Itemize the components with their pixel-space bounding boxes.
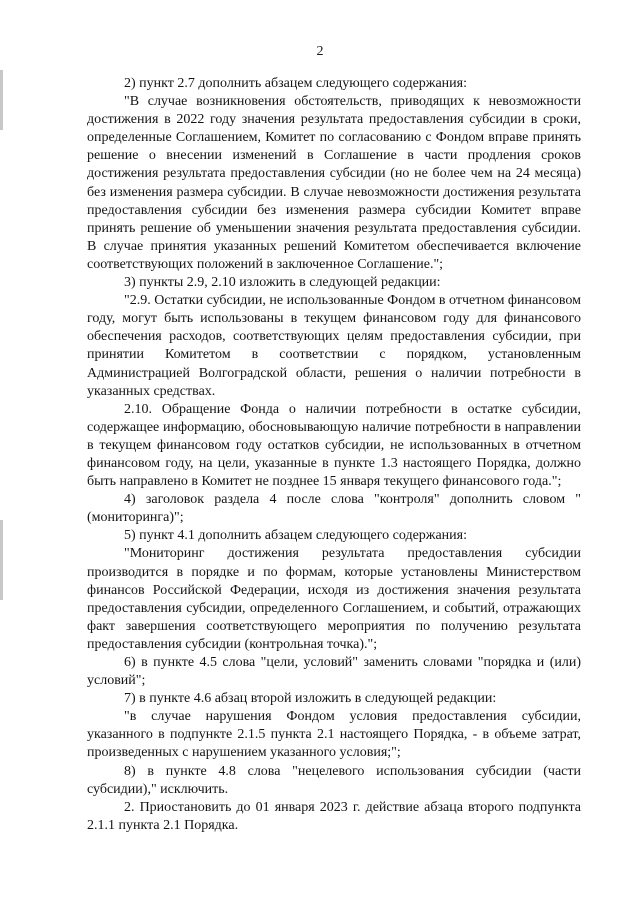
paragraph: 5) пункт 4.1 дополнить абзацем следующего содержания: [124, 528, 467, 544]
paragraph: 2.10. Обращение Фонда о наличии потребности в остатке субсидии, содержащее информацию, обосновывающую наличие потребности в направлении в текущем финансовом году остатков субсидии, не использованных в отчетном финансовом году, на цели, указанные в пункте 1.3 настоящего Порядка, должно быть направлено в Комитет не позднее 15 января текущего финансового года."; [87, 401, 581, 490]
paragraph: "В случае возникновения обстоятельств, приводящих к невозможности достижения в 2022 году значения результата предоставления субсидии в сроки, определенные Соглашением, Комитет по согласованию с Фондом вправе принять решение о внесении изменений в Соглашение в части продления сроков достижения результата предоставления субсидии (но не более чем на 24 месяца) без изменения размера субсидии. В случае невозможности достижения результата предоставления субсидии без изменения размера субсидии Комитет вправе принять решение об уменьшении значения результата предоставления субсидии. В случае принятия указанных решений Комитетом обеспечивается включение соответствующих положений в заключенное Соглашение."; [87, 94, 581, 272]
page-number: 2 [316, 44, 324, 59]
paragraph: 3) пункты 2.9, 2.10 изложить в следующей редакции: [124, 275, 441, 291]
paragraph: 2) пункт 2.7 дополнить абзацем следующего содержания: [124, 76, 467, 91]
paragraph: 2. Приостановить до 01 января 2023 г. действие абзаца второго подпункта 2.1.1 пункта 2.1 Порядка. [87, 799, 581, 833]
paragraph: "в случае нарушения Фондом условия предоставления субсидии, указанного в подпункте 2.1.5 пункта 2.1 настоящего Порядка, - в объеме затрат, произведенных с нарушением указанного условия;"; [87, 709, 581, 761]
paragraph: 6) в пункте 4.5 слова "цели, условий" заменить словами "порядка и (или) условий"; [87, 655, 581, 689]
paragraph: "2.9. Остатки субсидии, не использованные Фондом в отчетном финансовом году, могут быть использованы в текущем финансовом году для финансового обеспечения расходов, соответствующих целям предоставления субсидии, при принятии Комитетом в соответствии с порядком, установленным Администрацией Волгоградской области, решения о наличии потребности в указанных средствах. [87, 293, 582, 399]
paragraph: 4) заголовок раздела 4 после слова "контроля" дополнить словом "(мониторинга)"; [87, 492, 581, 526]
scan-edge-mark [0, 70, 3, 130]
scan-edge-mark [0, 520, 3, 600]
paragraph: 8) в пункте 4.8 слова "нецелевого использования субсидии (части субсидии)," исключить. [87, 763, 581, 797]
paragraph: "Мониторинг достижения результата предоставления субсидии производится в порядке и по формам, которые установлены Министерством финансов Российской Федерации, исходя из достижения значения результата предоставления субсидии, определенного Соглашением, и событий, отражающих факт завершения соответствующего мероприятия по получению результата предоставления субсидии (контрольная точка)."; [87, 546, 581, 652]
document-body [87, 75, 581, 835]
paragraph: 7) в пункте 4.6 абзац второй изложить в следующей редакции: [124, 691, 497, 707]
